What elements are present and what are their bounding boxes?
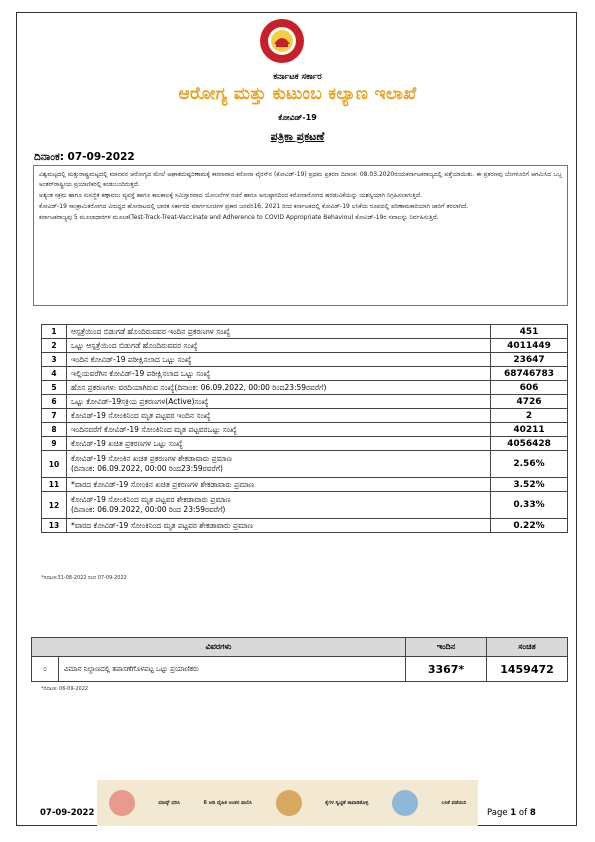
- row-value: 0.33%: [491, 492, 568, 519]
- intro-paragraph: ಕೋವಿಡ್-19 ಸಾಂಕ್ರಾಮಿಕರೋಗದ ವಿರುದ್ಧದ ಹೋರಾಟದಲ್ಲಿ ಭಾರತ ಸರ್ಕಾರದ ಮಾರ್ಗಸೂಚಿಗಳ ಪ್ರಕಾರ ಜನವರಿ16, 2021 ರಿಂದ ಕರ್ನಾಟಕದಲ್ಲಿ ಕೋವಿಡ್-19 ಲಸಿಕೆಯ ರೂಪದಲ್ಲಿ ಪರಿಣಾಮಕಾರಿಯಾಗಿ ಜಾರಿಗೆ ತರಲಾಗಿದೆ.: [39, 203, 469, 210]
- row-value: 3.52%: [491, 478, 568, 492]
- intro-paragraph: ವಿಶ್ವಮಟ್ಟದಲ್ಲಿ ಮತ್ತುರಾಷ್ಟ್ರಮಟ್ಟದಲ್ಲಿ ಮಾನವನ ಆರೋಗ್ಯದ ಮೇಲೆ ಅಘಾತದುಷ್ಪರಿಣಾಮಕ್ಕೆ ಕಾರಣವಾದ ಕರೋನಾ ವೈರಸ್‌ನ (ಕೋವಿಡ್-19) ಪ್ರಥಮ ಪ್ರಕರಣ ದಿನಾಂಕ: 08.03.2020ರಂದುಕರ್ನಾಟಕರಾಜ್ಯದಲ್ಲಿ ಪತ್ತೆಯಾಯಿತು. ಈ ಪ್ರಕರಣವು ಬೆಂಗಳೂರಿಗೆ ಆಗಮಿಸಿದ ಒಬ್ಬ ಅಂತರ್‌ರಾಷ್ಟ್ರೀಯ ಪ್ರಯಾಣಿಕರಲ್ಲಿ ಕಂಡುಬಂದಿರುತ್ತದೆ.: [39, 171, 562, 188]
- row-value: 4056428: [491, 437, 568, 451]
- banner-text-mask: ಮಾಸ್ಕ್ ಧರಿಸಿ: [158, 800, 180, 806]
- row-label: *ವಾರದ ಕೋವಿಡ್-19 ಸೋಂಕಿನ ಖಚಿತ ಪ್ರಕರಣಗಳ ಶೇಕಡಾವಾರು ಪ್ರಮಾಣ: [67, 478, 491, 492]
- intro-box: [33, 165, 568, 306]
- row-label: *ವಾರದ ಕೋವಿಡ್-19 ಸೋಂಕಿನಿಂದ ಮೃತ ಪಟ್ಟವರ ಶೇಕಡಾವಾರು ಪ್ರಮಾಣ: [67, 519, 491, 533]
- row-number: 10: [42, 451, 67, 478]
- page-number: Page 1 of 8: [487, 808, 536, 818]
- covid-guidelines-banner: [97, 780, 478, 826]
- row-number: 13: [42, 519, 67, 533]
- row-number: 11: [42, 478, 67, 492]
- table-row: [42, 519, 568, 533]
- banner-text-distance: 6 ಅಡಿ ದೈಹಿಕ ಅಂತರ ಪಾಲಿಸಿ: [203, 800, 252, 806]
- row-value: 23647: [491, 353, 568, 367]
- row-value: 4726: [491, 395, 568, 409]
- row-label: ಒಟ್ಟು ಆಸ್ಪತ್ರೆಯಿಂದ ಬಿಡುಗಡೆ ಹೊಂದಿರುವವರ ಸಂಖ್ಯೆ: [67, 339, 491, 353]
- row-value: 451: [491, 325, 568, 339]
- row-label: ಕೋವಿಡ್-19 ಸೋಂಕಿನಿಂದ ಮೃತ ಪಟ್ಟವರ ಶೇಕಡಾವಾರು ಪ್ರಮಾಣ (ದಿನಾಂಕ: 06.09.2022, 00:00 ರಿಂದ 23:59ರವರೆಗೆ): [67, 492, 491, 519]
- banner-text-vaccine: ಲಸಿಕೆ ಪಡೆಯಿರಿ: [441, 800, 467, 806]
- table-row: [32, 657, 568, 682]
- row-number: 12: [42, 492, 67, 519]
- row-label: ಇಲ್ಲಿಯವರೆಗಿನ ಕೋವಿಡ್-19 ಪರೀಕ್ಷಿಸಲಾದ ಒಟ್ಟು ಸಂಖ್ಯೆ: [67, 367, 491, 381]
- table-row: [42, 367, 568, 381]
- row-value: 606: [491, 381, 568, 395]
- table-row: [42, 381, 568, 395]
- mask-people-icon: [109, 790, 135, 816]
- airport-screening-table: [31, 637, 568, 682]
- government-emblem-icon: [259, 18, 305, 64]
- row-value: 2.56%: [491, 451, 568, 478]
- today-value: 3367*: [406, 657, 487, 682]
- government-name: ಕರ್ನಾಟಕ ಸರ್ಕಾರ: [273, 72, 322, 82]
- cumulative-value: 1459472: [487, 657, 568, 682]
- intro-paragraph: ಅತ್ಯಂತ ಸಕ್ರಮ ಹಾಗೂ ಸುಸಜ್ಜಿತ ಕಣ್ಗಾವಲು ವ್ಯವಸ್ಥೆ ಹಾಗೂ ಕಾಲಕಾಲಕ್ಕೆ ಸಮಿಸ್ತಾರವಾದ ಯೋಜನೆಗಳ ರಚನೆ ಹಾಗೂ ಅನುಷ್ಠಾನದಿಂದ ಕರೋನಾರೋಗದ ಹರಡುವಿಕೆಯನ್ನು ಯಶಸ್ವಿಯಾಗಿ ನಿಗ್ರಹಿಸಲಾಗುತ್ತಿದೆ.: [39, 192, 422, 199]
- row-sublabel: (ದಿನಾಂಕ: 06.09.2022, 00:00 ರಿಂದ 23:59ರವರೆಗೆ): [71, 505, 226, 514]
- covid-label: ಕೋವಿಡ್-19: [278, 113, 317, 122]
- table-row: [42, 478, 568, 492]
- row-number: 7: [42, 409, 67, 423]
- row-number: 1: [42, 325, 67, 339]
- banner-text-hands: ಕೈಗಳ ಸ್ವಚ್ಛತೆ ಕಾಪಾಡಿಕೊಳ್ಳಿ: [325, 800, 369, 806]
- footer-date: 07-09-2022: [40, 808, 95, 818]
- row-number: 8: [42, 423, 67, 437]
- row-label: ಕೋವಿಡ್-19 ಖಚಿತ ಪ್ರಕರಣಗಳ ಒಟ್ಟು ಸಂಖ್ಯೆ: [67, 437, 491, 451]
- row-value: 4011449: [491, 339, 568, 353]
- vaccine-icon: [392, 790, 418, 816]
- row-label: ಆಸ್ಪತ್ರೆಯಿಂದ ಬಿಡುಗಡೆ ಹೊಂದಿರುವವರ ಇಂದಿನ ಪ್ರಕರಣಗಳ ಸಂಖ್ಯೆ: [67, 325, 491, 339]
- row-label: ಹೊಸ ಪ್ರಕರಣಗಳು ವರದಿಯಾಗಿರುವ ಸಂಖ್ಯೆ(ದಿನಾಂಕ: 06.09.2022, 00:00 ರಿಂದ23:59ರವರೆಗೆ): [67, 381, 491, 395]
- department-title: ಆರೋಗ್ಯ ಮತ್ತು ಕುಟುಂಬ ಕಲ್ಯಾಣ ಇಲಾಖೆ: [178, 84, 417, 104]
- row-label: ವಿಮಾನ ನಿಲ್ದಾಣದಲ್ಲಿ ತಪಾಸಣೆಗೊಳಪಟ್ಟ ಒಟ್ಟು ಪ್ರಯಾಣಿಕರು: [59, 657, 406, 682]
- table-row: [42, 353, 568, 367]
- table-row: [42, 339, 568, 353]
- row-label: ಇಂದಿನವರೆಗೆ ಕೋವಿಡ್-19 ಸೋಂಕಿನಿಂದ ಮೃತ ಪಟ್ಟವರಒಟ್ಟು ಸಂಖ್ಯೆ: [67, 423, 491, 437]
- table-row: [42, 437, 568, 451]
- row-value: 2: [491, 409, 568, 423]
- release-date: ದಿನಾಂಕ: 07-09-2022: [34, 151, 135, 163]
- weekly-date-note: *ದಿನಾಂಕ:31-08-2022 ರಿಂದ 07-09-2022: [41, 575, 127, 581]
- table-row: [42, 451, 568, 478]
- press-release-title: ಪತ್ರಿಕಾ ಪ್ರಕಟಣೆ: [270, 130, 325, 143]
- table-row: [42, 409, 568, 423]
- row-label: ಕೋವಿಡ್-19 ಸೋಂಕಿನಿಂದ ಮೃತ ಪಟ್ಟವರ ಇಂದಿನ ಸಂಖ್ಯೆ: [67, 409, 491, 423]
- row-value: 68746783: [491, 367, 568, 381]
- column-header-cumulative: ಸಂಚಿತ: [487, 638, 568, 657]
- row-value: 0.22%: [491, 519, 568, 533]
- table-row: [42, 325, 568, 339]
- row-label: ಕೋವಿಡ್-19 ಸೋಂಕಿನ ಖಚಿತ ಪ್ರಕರಣಗಳ ಶೇಕಡಾವಾರು ಪ್ರಮಾಣ (ದಿನಾಂಕ: 06.09.2022, 00:00 ರಿಂದ23:59ರವರೆಗೆ): [67, 451, 491, 478]
- column-header-today: ಇಂದಿನ: [406, 638, 487, 657]
- column-header-details: ವಿವರಗಳು: [32, 638, 406, 657]
- statistics-table: [41, 324, 568, 533]
- row-label: ಒಟ್ಟು ಕೋವಿಡ್-19ಸಕ್ರಿಯ ಪ್ರಕರಣಗಳ(Active)ಸಂಖ್ಯೆ: [67, 395, 491, 409]
- row-number: 3: [42, 353, 67, 367]
- row-number: ೦: [32, 657, 59, 682]
- intro-paragraph: ಕರ್ನಾಟಕರಾಜ್ಯವು 5 ಮೂಲಾಧಾರಗಳ ಮೂಲಕ(Test-Track-Treat-Vaccinate and Adherence to COVID Appropriate Behaviou) ಕೋವಿಡ್-19ರ ಸವಾಲನ್ನು ನಿರ್ವಹಿಸುತ್ತಿದೆ.: [39, 214, 439, 221]
- row-number: 2: [42, 339, 67, 353]
- handwash-icon: [276, 790, 302, 816]
- row-label: ಇಂದಿನ ಕೋವಿಡ್-19 ಪರೀಕ್ಷಿಸಲಾದ ಒಟ್ಟು ಸಂಖ್ಯೆ: [67, 353, 491, 367]
- row-number: 4: [42, 367, 67, 381]
- row-number: 9: [42, 437, 67, 451]
- screening-date-note: *ದಿನಾಂಕ: 06-09-2022: [41, 686, 89, 692]
- row-number: 5: [42, 381, 67, 395]
- table-row: [42, 423, 568, 437]
- row-sublabel: (ದಿನಾಂಕ: 06.09.2022, 00:00 ರಿಂದ23:59ರವರೆಗೆ): [71, 464, 223, 473]
- table-row: [42, 492, 568, 519]
- row-number: 6: [42, 395, 67, 409]
- table-row: [42, 395, 568, 409]
- row-value: 40211: [491, 423, 568, 437]
